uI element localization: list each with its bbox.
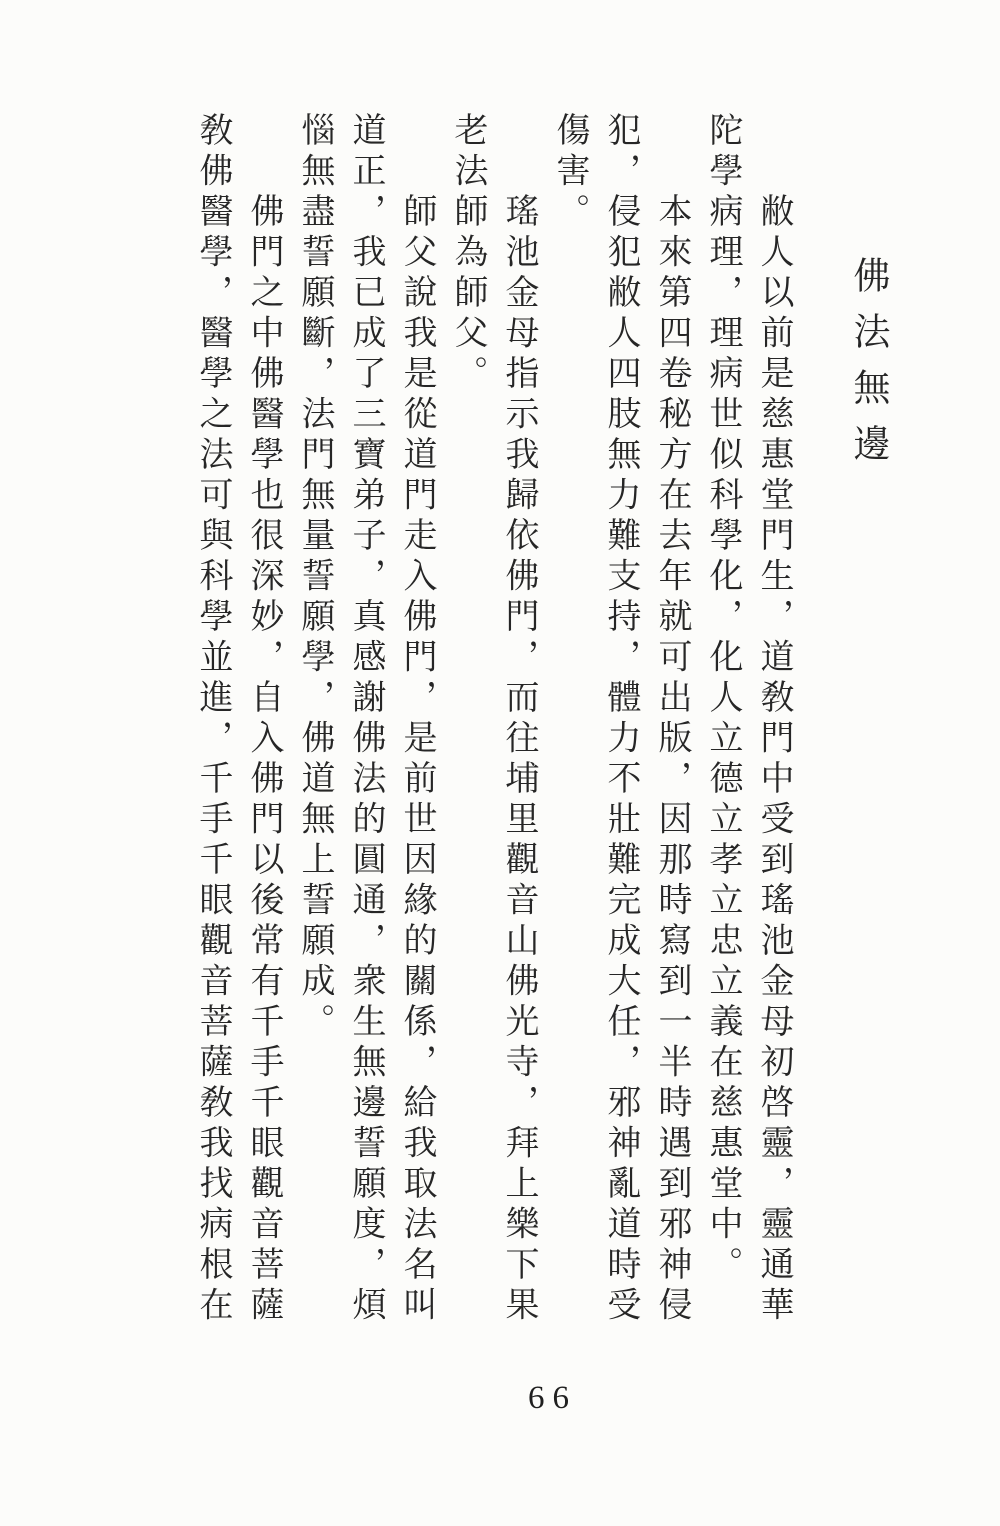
- paragraph: 瑤池金母指示我歸依佛門，而往埔里觀音山佛光寺，拜上樂下果老法師為師父。: [449, 112, 537, 1327]
- body-text: [185, 112, 799, 1327]
- paragraph: 本來第四卷秘方在去年就可出版，因那時寫到一半時遇到邪神侵犯，侵犯敝人四肢無力難支持，體力不壯難完成大任，邪神亂道時受傷害。: [551, 112, 690, 1327]
- page-number: 66: [528, 1380, 577, 1416]
- page-title: 佛法無邊: [847, 256, 888, 480]
- paragraph: 敝人以前是慈惠堂門生，道敎門中受到瑤池金母初啓靈，靈通華陀學病理，理病世似科學化，化人立德立孝立忠立義在慈惠堂中。: [704, 112, 792, 1327]
- paragraph: 師父說我是從道門走入佛門，是前世因緣的關係，給我取法名叫道正，我已成了三寶弟子，真感謝佛法的圓通，衆生無邊誓願度，煩惱無盡誓願斷，法門無量誓願學，佛道無上誓願成。: [296, 112, 435, 1327]
- paragraph: 佛門之中佛醫學也很深妙，自入佛門以後常有千手千眼觀音菩薩敎佛醫學，醫學之法可與科學並進，千手千眼觀音菩薩敎我找病根在: [194, 112, 282, 1327]
